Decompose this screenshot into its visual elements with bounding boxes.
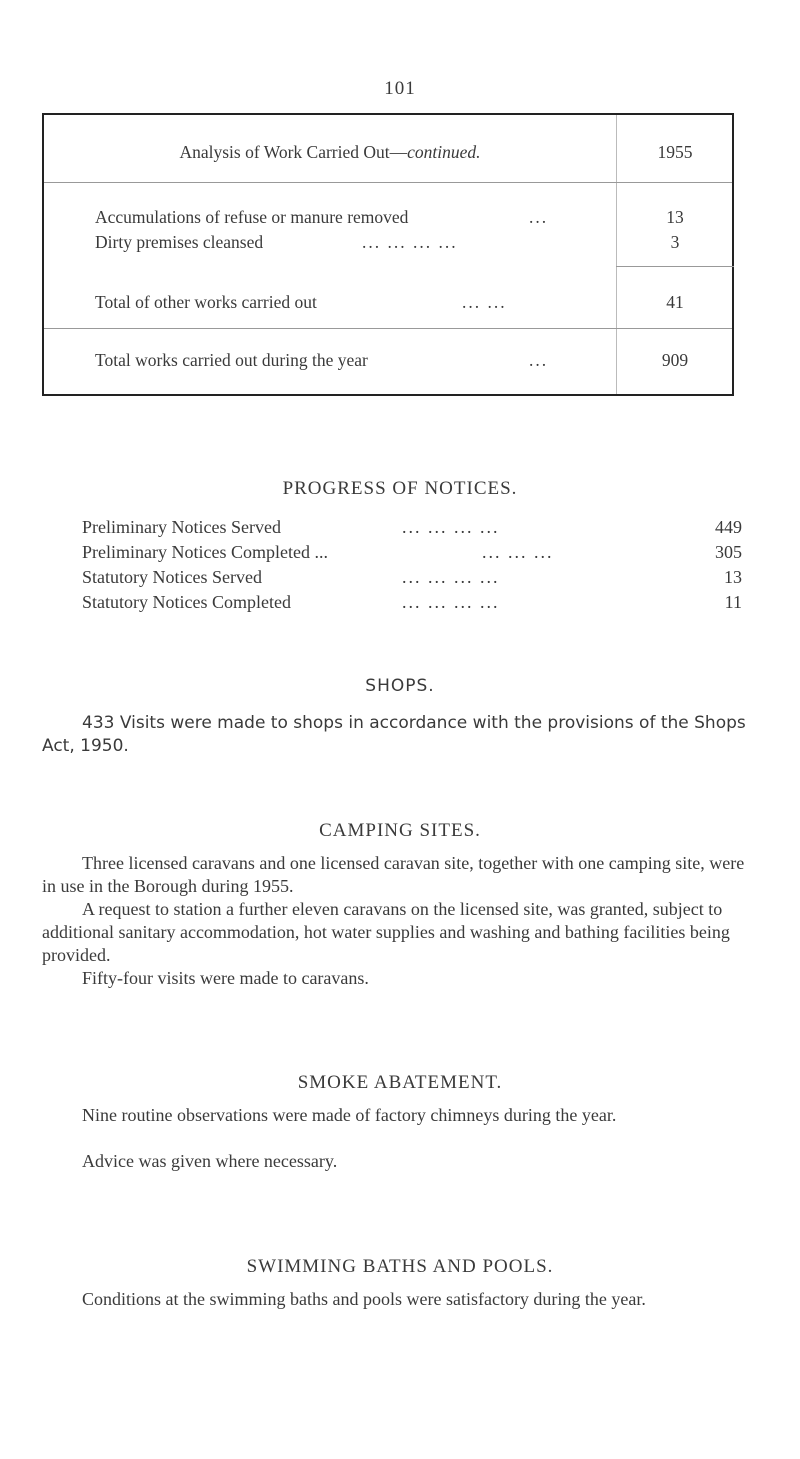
row-value: 909	[661, 350, 689, 370]
notice-row	[82, 517, 742, 538]
swimming-paragraph: Conditions at the swimming baths and pools were satisfactory during the year.	[82, 1289, 646, 1309]
row-dots: ... ...	[462, 292, 507, 312]
row-dots: ...	[529, 207, 549, 227]
row-label: Total of other works carried out	[95, 292, 317, 312]
header-label-text: Analysis of Work Carried Out—	[179, 142, 408, 162]
table-header-year: 1955	[657, 142, 693, 162]
notice-dots: ... ... ... ...	[402, 517, 500, 537]
header-label-italic: continued.	[407, 142, 481, 162]
notice-label: Preliminary Notices Served	[82, 517, 281, 537]
notice-value: 449	[715, 517, 742, 537]
notice-label: Statutory Notices Completed	[82, 592, 291, 612]
notice-row	[82, 592, 742, 613]
notice-label: Preliminary Notices Completed ...	[82, 542, 328, 562]
camping-paragraph-1: Three licensed caravans and one licensed caravan site, together with one camping site, were in use in the Borough during 1955.	[42, 853, 745, 896]
row-value: 3	[670, 232, 680, 252]
swimming-heading: SWIMMING BATHS AND POOLS.	[246, 1256, 554, 1277]
notice-value: 13	[724, 567, 742, 587]
notice-value: 305	[715, 542, 742, 562]
camping-heading: CAMPING SITES.	[319, 820, 481, 841]
row-label: Accumulations of refuse or manure removed	[95, 207, 409, 227]
subtotal-rule	[616, 266, 734, 267]
camping-paragraph-3: Fifty-four visits were made to caravans.	[82, 968, 369, 988]
notice-row	[82, 567, 742, 588]
work-analysis-table	[42, 113, 734, 396]
notice-label: Statutory Notices Served	[82, 567, 262, 587]
shops-paragraph: 433 Visits were made to shops in accordance with the provisions of the Shops Act, 1950.	[42, 713, 746, 756]
notice-dots: ... ... ... ...	[402, 592, 500, 612]
smoke-heading: SMOKE ABATEMENT.	[297, 1072, 503, 1093]
row-label: Dirty premises cleansed	[95, 232, 264, 252]
smoke-paragraph-2: Advice was given where necessary.	[82, 1151, 338, 1171]
notice-dots: ... ... ... ...	[402, 567, 500, 587]
camping-paragraph-2: A request to station a further eleven caravans on the licensed site, was granted, subject to additional sanitary accommodation, hot water supplies and washing and bathing facilities being provided.	[42, 899, 730, 965]
smoke-paragraph-1: Nine routine observations were made of factory chimneys during the year.	[82, 1105, 617, 1125]
row-label: Total works carried out during the year	[95, 350, 368, 370]
shops-heading: SHOPS.	[365, 676, 435, 696]
table-header-label	[44, 142, 616, 163]
notice-row	[82, 542, 742, 563]
table-divider	[44, 328, 732, 329]
page-number: 101	[384, 78, 416, 99]
row-dots: ... ... ... ...	[362, 232, 458, 252]
row-dots: ...	[529, 350, 549, 370]
row-value: 41	[666, 292, 684, 312]
notice-value: 11	[724, 592, 742, 612]
progress-heading: PROGRESS OF NOTICES.	[282, 478, 518, 499]
table-divider	[44, 182, 732, 183]
row-value: 13	[666, 207, 684, 227]
notice-dots: ... ... ...	[482, 542, 554, 562]
